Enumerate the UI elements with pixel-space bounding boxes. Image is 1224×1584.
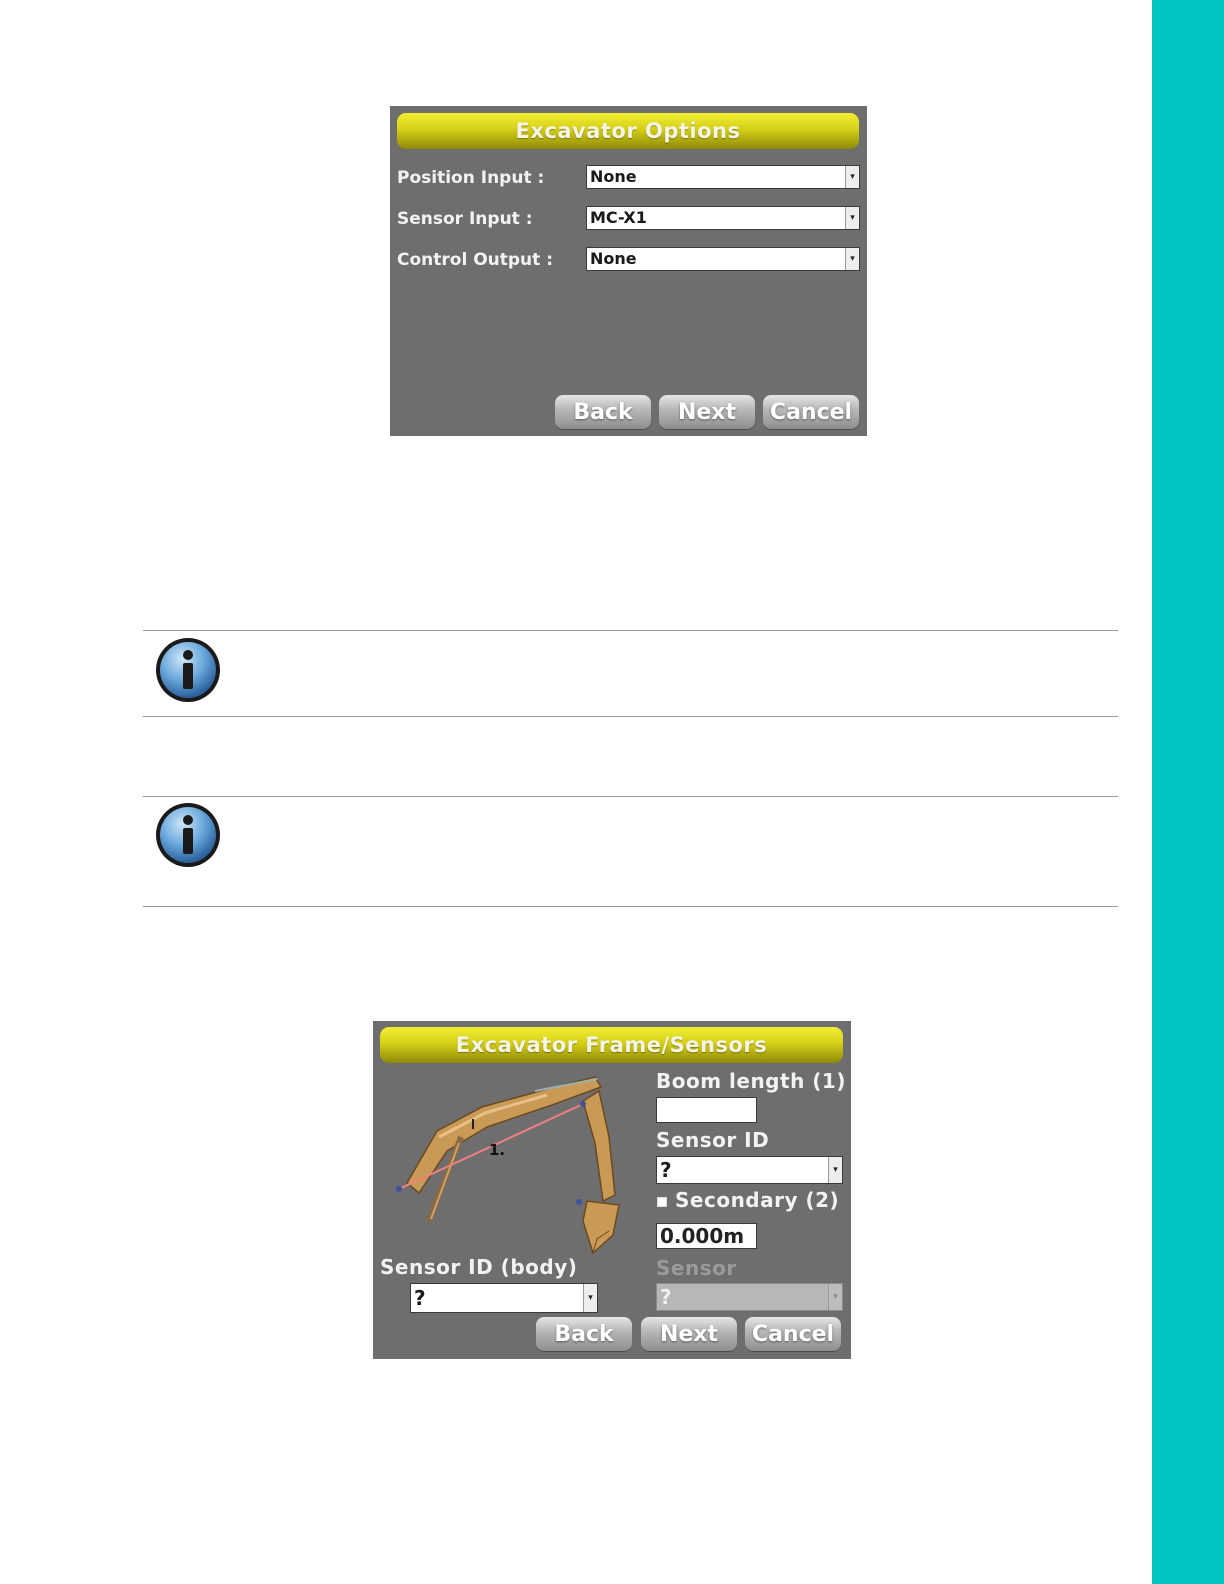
secondary-label: Secondary (2)	[675, 1188, 840, 1212]
chevron-down-icon[interactable]: ▾	[845, 248, 859, 270]
sensor-input-select[interactable]	[586, 206, 860, 230]
sensor-id-select[interactable]	[656, 1156, 843, 1184]
position-input-select[interactable]	[586, 165, 860, 189]
chevron-down-icon[interactable]: ▾	[583, 1284, 597, 1312]
dialog-title: Excavator Options	[397, 113, 859, 149]
excavator-options-dialog	[390, 106, 867, 436]
sensor-id-body-label: Sensor ID (body)	[380, 1255, 578, 1279]
next-button[interactable]: Next	[659, 395, 755, 429]
position-input-label: Position Input :	[397, 168, 545, 188]
back-button[interactable]: Back	[555, 395, 651, 429]
back-button[interactable]: Back	[536, 1317, 632, 1351]
sensor-id-body-value: ?	[414, 1286, 426, 1310]
chevron-down-icon: ▾	[828, 1284, 842, 1310]
next-button[interactable]: Next	[641, 1317, 737, 1351]
sensor-id-body-select[interactable]	[410, 1283, 598, 1313]
note-divider-bottom	[143, 716, 1118, 717]
chevron-down-icon[interactable]: ▾	[828, 1157, 842, 1183]
boom-length-label: Boom length (1)	[656, 1069, 846, 1093]
sensor-id-value: ?	[660, 1158, 672, 1182]
sensor-input-label: Sensor Input :	[397, 209, 533, 229]
note-divider-top	[143, 796, 1118, 797]
sensor-input-value: MC-X1	[590, 208, 647, 227]
control-output-value: None	[590, 249, 637, 268]
excavator-frame-sensors-dialog	[373, 1021, 851, 1359]
chevron-down-icon[interactable]: ▾	[845, 207, 859, 229]
diagram-marker: 1.	[489, 1141, 506, 1159]
sensor-select	[656, 1283, 843, 1311]
control-output-select[interactable]	[586, 247, 860, 271]
side-accent-strip	[1152, 0, 1224, 1584]
sensor-label: Sensor	[656, 1256, 737, 1280]
sensor-id-label: Sensor ID	[656, 1128, 770, 1152]
note-divider-bottom	[143, 906, 1118, 907]
control-output-label: Control Output :	[397, 250, 553, 270]
chevron-down-icon[interactable]: ▾	[845, 166, 859, 188]
cancel-button[interactable]: Cancel	[763, 395, 859, 429]
secondary-checkbox[interactable]	[657, 1197, 667, 1207]
info-icon	[154, 636, 222, 704]
note-divider-top	[143, 630, 1118, 631]
excavator-boom-diagram	[387, 1071, 627, 1266]
cancel-button[interactable]: Cancel	[745, 1317, 841, 1351]
info-icon	[154, 801, 222, 869]
boom-length-input[interactable]	[656, 1097, 757, 1123]
secondary-offset-input[interactable]: 0.000m	[656, 1223, 757, 1249]
position-input-value: None	[590, 167, 637, 186]
dialog-title: Excavator Frame/Sensors	[380, 1027, 843, 1063]
sensor-value: ?	[660, 1285, 672, 1309]
